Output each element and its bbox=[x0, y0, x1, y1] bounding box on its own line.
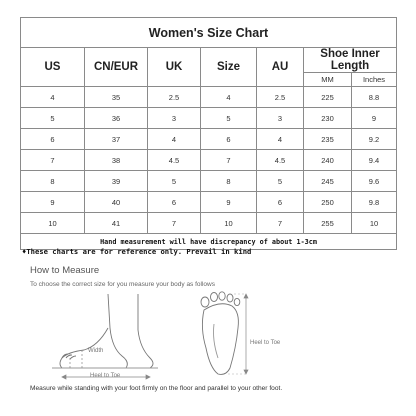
subheader-mm: MM bbox=[304, 73, 352, 87]
table-cell: 10 bbox=[21, 213, 85, 234]
how-to-title: How to Measure bbox=[30, 265, 100, 276]
table-cell: 3 bbox=[148, 108, 201, 129]
table-cell: 4 bbox=[257, 129, 304, 150]
chart-title: Women's Size Chart bbox=[21, 18, 397, 48]
table-cell: 7 bbox=[257, 213, 304, 234]
table-cell: 240 bbox=[304, 150, 352, 171]
size-chart-table bbox=[20, 17, 397, 250]
table-cell: 35 bbox=[85, 87, 148, 108]
table-row bbox=[21, 171, 397, 192]
table-cell: 5 bbox=[148, 171, 201, 192]
table-row bbox=[21, 192, 397, 213]
table-cell: 10 bbox=[352, 213, 397, 234]
table-row bbox=[21, 129, 397, 150]
table-cell: 9.8 bbox=[352, 192, 397, 213]
table-cell: 245 bbox=[304, 171, 352, 192]
foot-top-icon bbox=[201, 292, 240, 375]
foot-side-view-illustration bbox=[0, 288, 416, 388]
table-row bbox=[21, 150, 397, 171]
table-row bbox=[21, 87, 397, 108]
chart-note: Hand measurement will have discrepancy of about 1-3cm bbox=[21, 234, 397, 250]
table-cell: 9 bbox=[201, 192, 257, 213]
table-cell: 230 bbox=[304, 108, 352, 129]
table-cell: 7 bbox=[21, 150, 85, 171]
table-cell: 6 bbox=[148, 192, 201, 213]
table-cell: 4.5 bbox=[148, 150, 201, 171]
table-cell: 5 bbox=[201, 108, 257, 129]
table-cell: 41 bbox=[85, 213, 148, 234]
table-cell: 9.4 bbox=[352, 150, 397, 171]
table-cell: 38 bbox=[85, 150, 148, 171]
table-cell: 4 bbox=[21, 87, 85, 108]
table-cell: 10 bbox=[201, 213, 257, 234]
table-cell: 235 bbox=[304, 129, 352, 150]
table-cell: 3 bbox=[257, 108, 304, 129]
how-to-subtitle: To choose the correct size for you measure your body as follows bbox=[30, 281, 215, 288]
table-cell: 5 bbox=[257, 171, 304, 192]
table-cell: 6 bbox=[201, 129, 257, 150]
table-cell: 4 bbox=[201, 87, 257, 108]
table-cell: 36 bbox=[85, 108, 148, 129]
table-cell: 9 bbox=[21, 192, 85, 213]
table-cell: 255 bbox=[304, 213, 352, 234]
table-row bbox=[21, 108, 397, 129]
header-uk: UK bbox=[148, 48, 201, 87]
measure-instruction: Measure while standing with your foot firmly on the floor and parallel to your other foot. bbox=[30, 385, 283, 392]
table-cell: 8.8 bbox=[352, 87, 397, 108]
heel-to-toe-top-label: Heel to Toe bbox=[250, 340, 281, 346]
table-cell: 40 bbox=[85, 192, 148, 213]
reference-note: ♦These charts are for reference only. Prevail in kind bbox=[22, 247, 252, 256]
table-cell: 8 bbox=[21, 171, 85, 192]
table-cell: 6 bbox=[257, 192, 304, 213]
table-cell: 6 bbox=[21, 129, 85, 150]
table-cell: 9.2 bbox=[352, 129, 397, 150]
table-cell: 2.5 bbox=[257, 87, 304, 108]
header-shoe-inner-length: Shoe Inner Length bbox=[304, 48, 397, 73]
table-cell: 9 bbox=[352, 108, 397, 129]
table-cell: 5 bbox=[21, 108, 85, 129]
foot-side-icon bbox=[52, 294, 158, 368]
table-cell: 250 bbox=[304, 192, 352, 213]
width-label: Width bbox=[88, 348, 104, 354]
table-cell: 8 bbox=[201, 171, 257, 192]
header-size: Size bbox=[201, 48, 257, 87]
header-us: US bbox=[21, 48, 85, 87]
heel-to-toe-side-label: Heel to Toe bbox=[90, 373, 121, 379]
header-au: AU bbox=[257, 48, 304, 87]
table-cell: 7 bbox=[148, 213, 201, 234]
table-cell: 225 bbox=[304, 87, 352, 108]
table-cell: 2.5 bbox=[148, 87, 201, 108]
table-cell: 4 bbox=[148, 129, 201, 150]
subheader-inches: Inches bbox=[352, 73, 397, 87]
table-cell: 37 bbox=[85, 129, 148, 150]
table-cell: 4.5 bbox=[257, 150, 304, 171]
header-cn-eur: CN/EUR bbox=[85, 48, 148, 87]
table-cell: 7 bbox=[201, 150, 257, 171]
table-cell: 39 bbox=[85, 171, 148, 192]
table-cell: 9.6 bbox=[352, 171, 397, 192]
table-row bbox=[21, 213, 397, 234]
